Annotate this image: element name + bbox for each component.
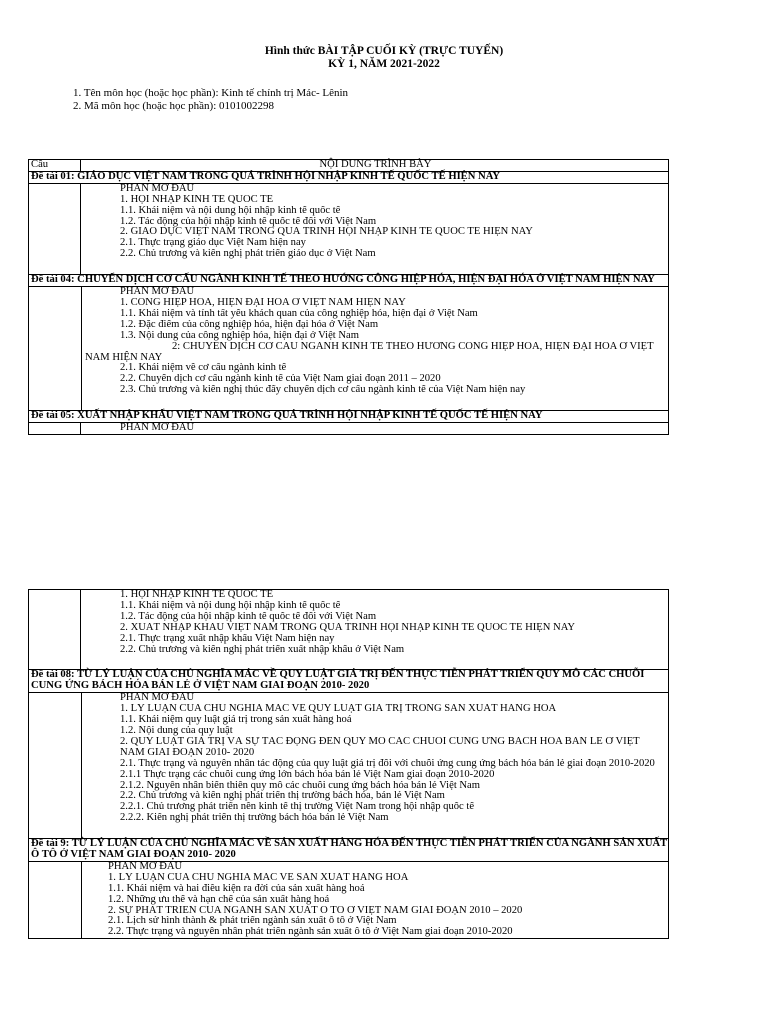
outline-line: 1.1. Khái niệm và hai điều kiện ra đời của sản xuất hàng hoá (108, 883, 365, 894)
outline-line: 2.1. Thực trạng giáo dục Việt Nam hiện nay (120, 238, 306, 249)
outline-line: 1. LÝ LUẬN CỦA CHỦ NGHĨA MÁC VỀ QUY LUẬT GIÁ TRỊ TRONG SẢN XUẤT HÀNG HÓA (120, 704, 557, 715)
topic-04-content (29, 287, 669, 411)
outline-line: 2.1. Thực trạng xuất nhập khẩu Việt Nam hiện nay (120, 633, 335, 644)
outline-line: 2. SỰ PHÁT TRIỂN CỦA NGÀNH SẢN XUẤT Ô TÔ Ở VIỆT NAM GIAI ĐOẠN 2010 – 2020 (108, 905, 523, 916)
topic-title-row (29, 839, 669, 862)
outline-line: 2.1.2. Nguyên nhân biến thiên quy mô các chuỗi cung ứng bách hóa bán lẻ Việt Nam (120, 780, 481, 791)
topics-table-page2 (28, 589, 669, 939)
outline-line: 2.3. Chủ trương và kiến nghị thúc đẩy chuyển dịch cơ cấu ngành kinh tế của Việt Nam hiện nay (120, 385, 526, 396)
outline-line: 1.1. Khái niệm quy luật giá trị trong sản xuất hàng hoá (120, 715, 352, 726)
col-header-question: Câu (29, 160, 81, 172)
outline-line: 1.2. Đặc điểm của công nghiệp hóa, hiện đại hóa ở Việt Nam (120, 319, 379, 330)
outline-line: 1.1. Khái niệm và nội dung hội nhập kinh tế quốc tế (120, 600, 341, 611)
col-header-content: NỘI DUNG TRÌNH BÀY (81, 160, 669, 172)
topic-05-content-continued (81, 590, 669, 670)
topic-content-row (29, 287, 669, 411)
topic-08-content (29, 693, 669, 839)
topic-content-row (29, 423, 669, 435)
outline-line: 2.1.1 Thực trạng các chuỗi cung ứng lớn bách hóa bán lẻ Việt Nam giai đoạn 2010-2020 (120, 769, 495, 780)
outline-line: 2. XUẤT NHẬP KHẨU VIỆT NAM TRONG QUÁ TRÌNH HỘI NHẬP KINH TẾ QUỐC TẾ HIỆN NAY (120, 622, 576, 633)
question-cell (29, 183, 81, 274)
outline-line: PHẦN MỞ ĐẦU (120, 183, 195, 194)
outline-line: PHẦN MỞ ĐẦU (120, 287, 195, 298)
topic-content-row (29, 693, 669, 839)
outline-line: 1.2. Những ưu thế và hạn chế của sản xuất hàng hoá (108, 894, 330, 905)
outline-line: 2.1. Khái niệm về cơ cấu ngành kinh tế (120, 363, 287, 374)
outline-line: PHẦN MỞ ĐẦU (120, 693, 195, 704)
topic-01-title: Đề tài 01: GIÁO DỤC VIỆT NAM TRONG QUÁ TRÌNH HỘI NHẬP KINH TẾ QUỐC TẾ HIỆN NAY (29, 171, 669, 183)
course-name: 1. Tên môn học (hoặc học phần): Kinh tế chính trị Mác- Lênin (73, 87, 349, 99)
outline-line: 2.2. Thực trạng và nguyên nhân phát triển ngành sản xuất ô tô ở Việt Nam giai đoạn 2010-2020 (108, 927, 513, 938)
topic-title-row (29, 171, 669, 183)
topic-04-title: Đề tài 04: CHUYỂN DỊCH CƠ CẤU NGÀNH KINH TẾ THEO HƯỚNG CÔNG HIỆP HÓA, HIỆN ĐẠI HÓA Ở VIỆT NAM HIỆN NAY (29, 275, 669, 287)
topic-09-title: Đề tài 9: TỪ LÝ LUẬN CỦA CHỦ NGHĨA MÁC VỀ SẢN XUẤT HÀNG HÓA ĐẾN THỰC TIỄN PHÁT TRIỂN CỦA NGÀNH SẢN XUẤT Ô TÔ Ở VIỆT NAM GIAI ĐOẠN 2010- 2020 (29, 839, 669, 862)
topic-05-title: Đề tài 05: XUẤT NHẬP KHẨU VIỆT NAM TRONG QUÁ TRÌNH HỘI NHẬP KINH TẾ QUỐC TẾ HIỆN NAY (29, 411, 669, 423)
outline-line: 2.2. Chủ trương và kiến nghị phát triển giáo dục ở Việt Nam (120, 249, 376, 260)
outline-line: 1. HỘI NHẬP KINH TẾ QUỐC TẾ (120, 590, 274, 600)
outline-line: 1.2. Tác động của hội nhập kinh tế quốc tế đối với Việt Nam (120, 216, 377, 227)
topic-content-row (29, 861, 669, 938)
outline-line: 1. CÔNG HIỆP HÓA, HIỆN ĐẠI HÓA Ở VIỆT NAM HIỆN NAY (120, 297, 406, 308)
outline-line: 1.2. Nội dung của quy luật (120, 725, 233, 736)
topic-title-row (29, 275, 669, 287)
topic-content-row (29, 183, 669, 274)
outline-line: 2: CHUYỂN DỊCH CƠ CẤU NGÀNH KINH TẾ THEO HƯỚNG CÔNG HIỆP HÓA, HIỆN ĐẠI HÓA Ở VIỆT NAM HIỆN NAY (85, 341, 654, 363)
outline-line: 1.1. Khái niệm và tính tất yếu khách quan của công nghiệp hóa, hiện đại ở Việt Nam (120, 308, 478, 319)
outline-line: 2.2. Chuyển dịch cơ cấu ngành kinh tế của Việt Nam giai đoạn 2011 – 2020 (120, 374, 441, 385)
topic-title-row (29, 411, 669, 423)
topic-05-content (81, 423, 669, 435)
outline-line: 1.1. Khái niệm và nội dung hội nhập kinh tế quốc tế (120, 205, 341, 216)
topic-08-title: Đề tài 08: TỪ LÝ LUẬN CỦA CHỦ NGHĨA MÁC VỀ QUY LUẬT GIÁ TRỊ ĐẾN THỰC TIỄN PHÁT TRIỂN QUY MÔ CÁC CHUỖI CUNG ỨNG BÁCH HÓA BÁN LẺ Ở VIỆT NAM GIAI ĐOẠN 2010- 2020 (29, 670, 669, 693)
outline-line: PHẦN MỞ ĐẦU (120, 423, 195, 434)
topics-table-page1 (28, 159, 669, 435)
outline-line: 2. QUY LUẬT GIÁ TRỊ VÀ SỰ TÁC ĐỘNG ĐẾN QUY MÔ CÁC CHUỖI CUNG ỨNG BÁCH HÓA BÁN LẺ Ở VIỆT NAM GIAI ĐOẠN 2010- 2020 (120, 736, 640, 758)
outline-line: 2.2. Chủ trương và kiến nghị phát triển xuất nhập khẩu ở Việt Nam (120, 644, 405, 655)
topic-content-row (29, 590, 669, 670)
topic-title-row (29, 670, 669, 693)
outline-line: 2.1. Lịch sử hình thành & phát triển ngành sản xuất ô tô ở Việt Nam (108, 916, 397, 927)
course-code: 2. Mã môn học (hoặc học phần): 0101002298 (73, 100, 275, 112)
outline-line: 2.2.1. Chủ trương phát triển nền kinh tế thị trường Việt Nam trong hội nhập quốc tế (120, 802, 475, 813)
outline-line: 2.1. Thực trạng và nguyên nhân tác động của quy luật giá trị đối với chuỗi ứng cung ứng bách hóa bán lẻ giai đoạn 2010-2020 (120, 758, 655, 769)
outline-line: 1. LÝ LUẬN CỦA CHỦ NGHĨA MÁC VỀ SẢN XUẤT HÀNG HÓA (108, 872, 409, 883)
outline-line: 2. GIÁO DỤC VIỆT NAM TRONG QUÁ TRÌNH HỘI NHẬP KINH TẾ QUỐC TẾ HIỆN NAY (120, 227, 533, 238)
question-cell (29, 590, 81, 670)
document-subtitle: KỲ 1, NĂM 2021-2022 (328, 58, 440, 70)
outline-line: 1. HỘI NHẬP KINH TẾ QUỐC TẾ (120, 194, 274, 205)
outline-line: 2.2.2. Kiến nghị phát triển thị trường bách hóa bán lẻ Việt Nam (120, 813, 389, 824)
table-header-row (29, 160, 669, 172)
topic-09-content (29, 861, 669, 938)
outline-line: PHẦN MỞ ĐẦU (108, 861, 183, 872)
outline-line: 1.3. Nội dung của công nghiệp hóa, hiện đại ở Việt Nam (120, 330, 359, 341)
question-cell (29, 423, 81, 435)
document-title: Hình thức BÀI TẬP CUỐI KỲ (TRỰC TUYẾN) (264, 45, 504, 57)
outline-line: 1.2. Tác động của hội nhập kinh tế quốc tế đối với Việt Nam (120, 611, 377, 622)
outline-line: 2.2. Chủ trương và kiến nghị phát triển thị trường bách hóa, bán lẻ Việt Nam (120, 791, 445, 802)
topic-01-content (81, 183, 669, 274)
